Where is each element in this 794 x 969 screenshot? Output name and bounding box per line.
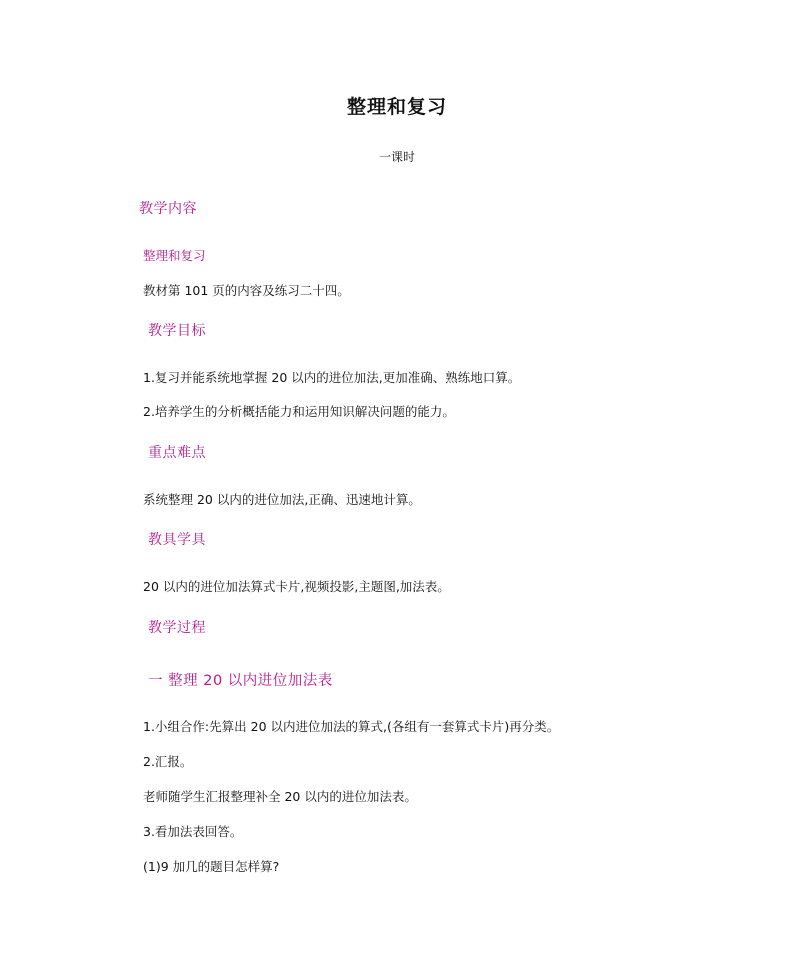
process-step-2: 2.汇报。 (143, 754, 193, 769)
page-subtitle: 一课时 (378, 150, 415, 164)
content-text: 教材第 101 页的内容及练习二十四。 (143, 283, 350, 298)
page-title: 整理和复习 (346, 96, 447, 118)
process-step-3-question-1: (1)9 加几的题目怎样算? (143, 859, 280, 874)
process-step-2-detail: 老师随学生汇报整理补全 20 以内的进位加法表。 (143, 789, 417, 804)
key-points-text: 系统整理 20 以内的进位加法,正确、迅速地计算。 (143, 492, 421, 507)
process-step-1: 1.小组合作:先算出 20 以内进位加法的算式,(各组有一套算式卡片)再分类。 (143, 719, 560, 734)
section-heading-goals: 教学目标 (148, 323, 206, 339)
section-heading-process: 教学过程 (148, 620, 206, 636)
goal-item-2: 2.培养学生的分析概括能力和运用知识解决问题的能力。 (143, 404, 455, 419)
process-part-1-heading: 一 整理 20 以内进位加法表 (148, 673, 333, 689)
section-heading-content: 教学内容 (139, 201, 197, 217)
section-heading-key-points: 重点难点 (148, 445, 206, 461)
goal-item-1: 1.复习并能系统地掌握 20 以内的进位加法,更加准确、熟练地口算。 (143, 370, 521, 385)
process-step-3: 3.看加法表回答。 (143, 824, 243, 839)
section-heading-tools: 教具学具 (148, 532, 206, 548)
subheading-review: 整理和复习 (143, 248, 206, 263)
tools-text: 20 以内的进位加法算式卡片,视频投影,主题图,加法表。 (143, 579, 450, 594)
